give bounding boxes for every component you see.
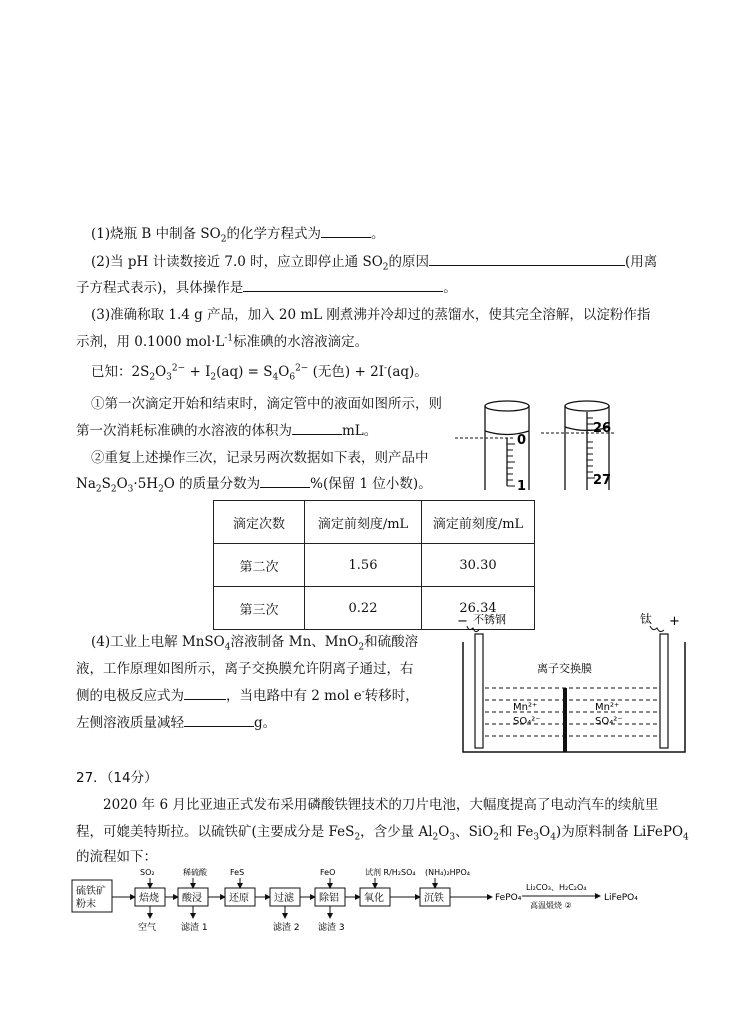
left-electrode	[475, 634, 483, 748]
flow-input-label: 试剂 R/H₂SO₄	[365, 868, 416, 877]
answer-blank[interactable]	[184, 713, 254, 727]
steel-electrode-label: 不锈钢	[473, 613, 506, 626]
q27-line3: 的流程如下：	[76, 849, 157, 865]
flow-step-label: 过滤	[274, 893, 294, 904]
flow-input-label: FeS	[230, 868, 245, 877]
flow-output-label: 滤渣 2	[273, 923, 300, 933]
q26-part2: (2)当 pH 计读数接近 7.0 时，应立即停止通 $SO_2$的原因 (用离	[91, 254, 658, 273]
burette-right	[541, 401, 615, 490]
flow-output-label: 滤渣 3	[318, 923, 345, 933]
table-header: 滴定前刻度/mL	[422, 501, 535, 544]
flow-step-label: 酸浸	[182, 893, 202, 904]
cell-container	[463, 642, 685, 752]
left-mn-ion: Mn²⁺	[513, 702, 538, 713]
answer-blank[interactable]	[292, 421, 342, 435]
membrane-label: 离子交换膜	[537, 662, 592, 675]
flow-step-label: 除铝	[319, 893, 339, 904]
answer-blank[interactable]	[243, 278, 443, 292]
answer-blank[interactable]	[429, 252, 625, 266]
electrolysis-cell-diagram	[455, 612, 690, 760]
flow-arrow-top-label: Li₂CO₃、H₂C₂O₄	[526, 883, 587, 892]
process-flowchart	[70, 860, 670, 940]
q26-part4-cont3: 左侧溶液质量减轻 g。	[76, 715, 277, 731]
q26-sub1: ①第一次滴定开始和结束时，滴定管中的液面如图所示，则	[91, 396, 442, 412]
table-cell: 1.56	[305, 544, 422, 587]
q27-line1: 2020 年 6 月比亚迪正式发布采用磷酸铁锂技术的刀片电池，大幅度提高了电动汽车的续航里	[103, 797, 659, 813]
q26-part2-cont: 子方程式表示)，具体操作是 。	[76, 280, 457, 296]
table-cell: 30.30	[422, 544, 535, 587]
q26-known-equation: 已知：$2S_2O_3^{2-} + I_2(aq) = S_4O_6^{2-}$ (无色) + 2I-(aq)。	[91, 363, 428, 383]
q26-sub1-cont: 第一次消耗标准碘的水溶液的体积为 mL。	[76, 423, 378, 439]
table-cell: 第二次	[214, 544, 305, 587]
burette-left-top-label: 0	[517, 433, 527, 448]
left-so4-ion: SO₄²⁻	[513, 716, 541, 727]
burette-left-bottom-label: 1	[517, 479, 527, 494]
titration-table	[213, 500, 535, 630]
q26-part1: (1)烧瓶 B 中制备 $SO_2$的化学方程式为 。	[91, 226, 385, 245]
table-cell: 26.34	[422, 587, 535, 630]
flow-start-label: 硫铁矿	[76, 886, 106, 897]
flow-step-label: 还原	[229, 893, 249, 904]
q27-line2: 程，可媲美特斯拉。以硫铁矿(主要成分是 FeS$_2$，含少量 $Al_2O_3$、SiO$_2$和 $Fe_3O_4$)为原料制备 LiFePO$_4$	[76, 824, 689, 843]
q27-heading: 27．（14分）	[76, 770, 158, 786]
table-header-row	[214, 501, 535, 544]
burette-right-bottom-label: 27	[593, 473, 612, 488]
flow-start-label: 粉末	[76, 899, 96, 910]
flow-input-label: 稀硫酸	[183, 868, 207, 877]
table-cell: 0.22	[305, 587, 422, 630]
table-cell: 第三次	[214, 587, 305, 630]
flow-step-label: 氧化	[364, 893, 384, 904]
flow-input-label: FeO	[320, 868, 336, 877]
answer-blank[interactable]	[184, 686, 226, 700]
titanium-electrode-label: 钛	[640, 612, 653, 626]
right-electrode	[660, 634, 668, 748]
flow-output-label: 空气	[138, 923, 157, 933]
ion-exchange-membrane	[563, 688, 567, 752]
table-header: 滴定次数	[214, 501, 305, 544]
flow-step-label: 焙烧	[139, 893, 159, 904]
flow-fepo4-label: FePO₄	[495, 893, 522, 903]
flow-arrow-bottom-label: 高温煅烧 ②	[530, 901, 572, 910]
table-row	[214, 544, 535, 587]
flow-output-label: 滤渣 1	[181, 923, 208, 933]
table-header: 滴定前刻度/mL	[305, 501, 422, 544]
answer-blank[interactable]	[260, 474, 310, 488]
flow-step-label: 沉铁	[424, 893, 444, 904]
burette-left	[455, 401, 529, 494]
flow-input-label: SO₂	[140, 868, 155, 877]
wire-icon	[650, 626, 664, 632]
q26-sub2: ②重复上述操作三次，记录另两次数据如下表，则产品中	[91, 450, 429, 466]
burette-right-top-label: 26	[593, 421, 612, 436]
wire-icon	[467, 626, 479, 632]
positive-terminal-label: +	[669, 614, 680, 629]
negative-terminal-label: −	[457, 614, 468, 629]
q26-part3-cont: 示剂，用 0.1000 $mol\cdot L^{-1}$标准碘的水溶液滴定。	[76, 333, 369, 350]
flow-product-label: LiFePO₄	[604, 893, 638, 903]
answer-blank[interactable]	[321, 224, 371, 238]
q26-sub2-cont: $Na_2S_2O_3\cdot 5H_2O$ 的质量分数为 %(保留 1 位小数)。	[76, 476, 432, 495]
burette-diagram	[455, 398, 615, 496]
q26-part4: (4)工业上电解 MnSO$_4$溶液制备 Mn、MnO$_2$和硫酸溶	[91, 634, 419, 653]
q26-part3: (3)准确称取 1.4 g 产品，加入 20 mL 刚煮沸并冷却过的蒸馏水，使其完全溶解，以淀粉作指	[91, 307, 651, 323]
flow-input-label: (NH₄)₂HPO₄	[425, 868, 470, 877]
q26-part4-cont2: 侧的电极反应式为 ，当电路中有 2 mol e-转移时，	[76, 687, 419, 704]
right-mn-ion: Mn²⁺	[595, 702, 620, 713]
q26-part4-cont1: 液，工作原理如图所示，离子交换膜允许阴离子通过，右	[76, 661, 414, 677]
right-so4-ion: SO₄²⁻	[595, 716, 623, 727]
